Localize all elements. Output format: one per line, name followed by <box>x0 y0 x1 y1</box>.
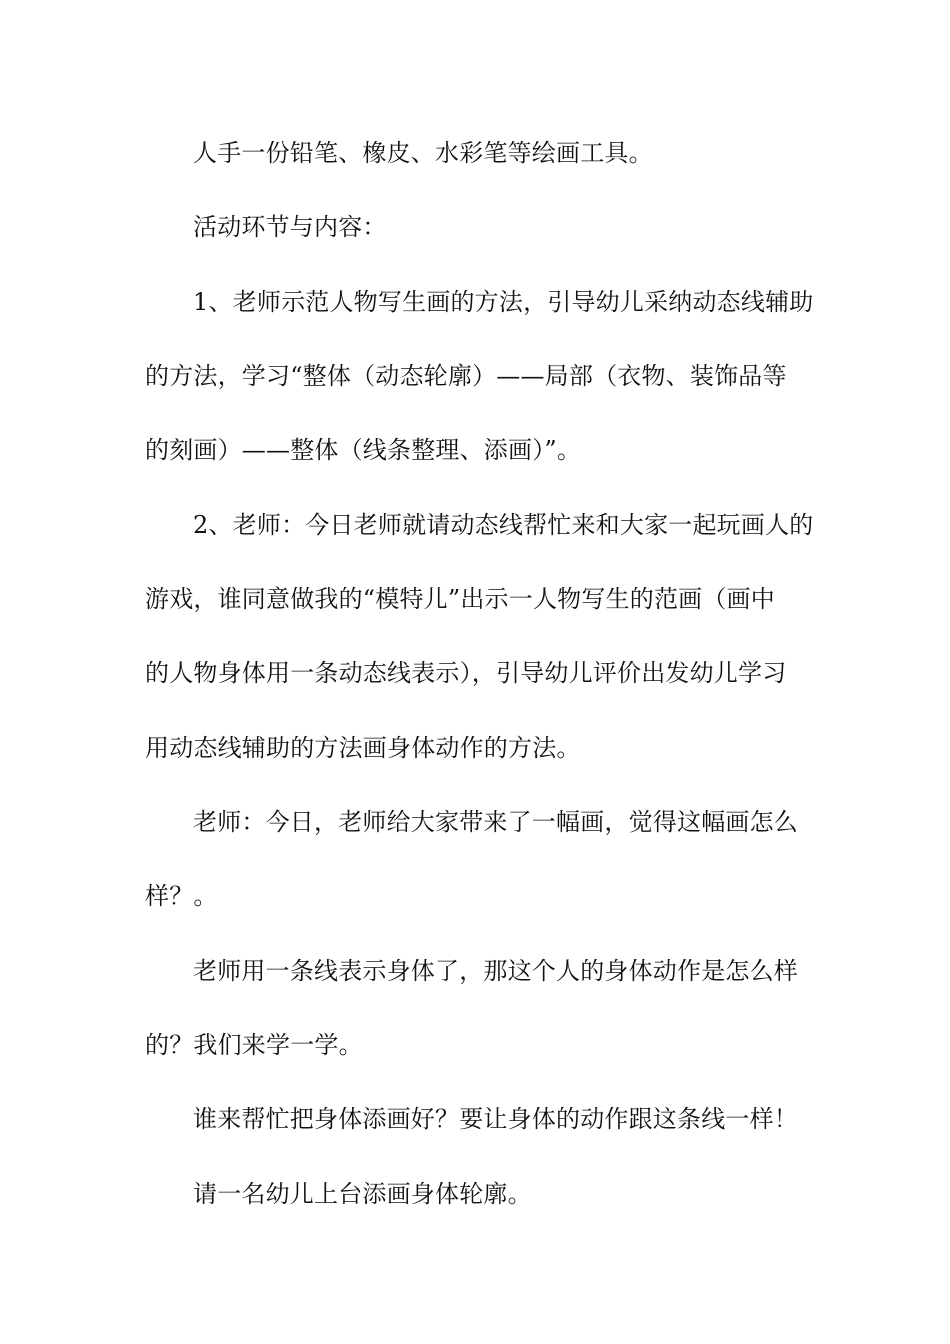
text-line: 用动态线辅助的方法画身体动作的方法。 <box>145 734 581 762</box>
text-line: 请一名幼儿上台添画身体轮廓。 <box>193 1180 532 1208</box>
text-line: 1、老师示范人物写生画的方法，引导幼儿采纳动态线辅助 <box>193 288 814 316</box>
text-line: 人手一份铅笔、橡皮、水彩笔等绘画工具。 <box>193 139 653 167</box>
text-line: 2、老师：今日老师就请动态线帮忙来和大家一起玩画人的 <box>193 511 814 539</box>
text-line: 老师：今日，老师给大家带来了一幅画，觉得这幅画怎么 <box>193 808 798 836</box>
text-line: 谁来帮忙把身体添画好？要让身体的动作跟这条线一样！ <box>193 1105 798 1133</box>
text-line: 的方法，学习“整体（动态轮廓）——局部（衣物、装饰品等 <box>145 362 787 390</box>
text-line: 的刻画）——整体（线条整理、添画）”。 <box>145 436 582 464</box>
text-line: 游戏，谁同意做我的“模特儿”出示一人物写生的范画（画中 <box>145 585 775 613</box>
text-line: 的人物身体用一条动态线表示），引导幼儿评价出发幼儿学习 <box>145 659 787 687</box>
text-line: 老师用一条线表示身体了，那这个人的身体动作是怎么样 <box>193 957 798 985</box>
text-line: 的？我们来学一学。 <box>145 1031 363 1059</box>
text-line: 样？。 <box>145 882 218 910</box>
text-line: 活动环节与内容： <box>193 213 387 241</box>
